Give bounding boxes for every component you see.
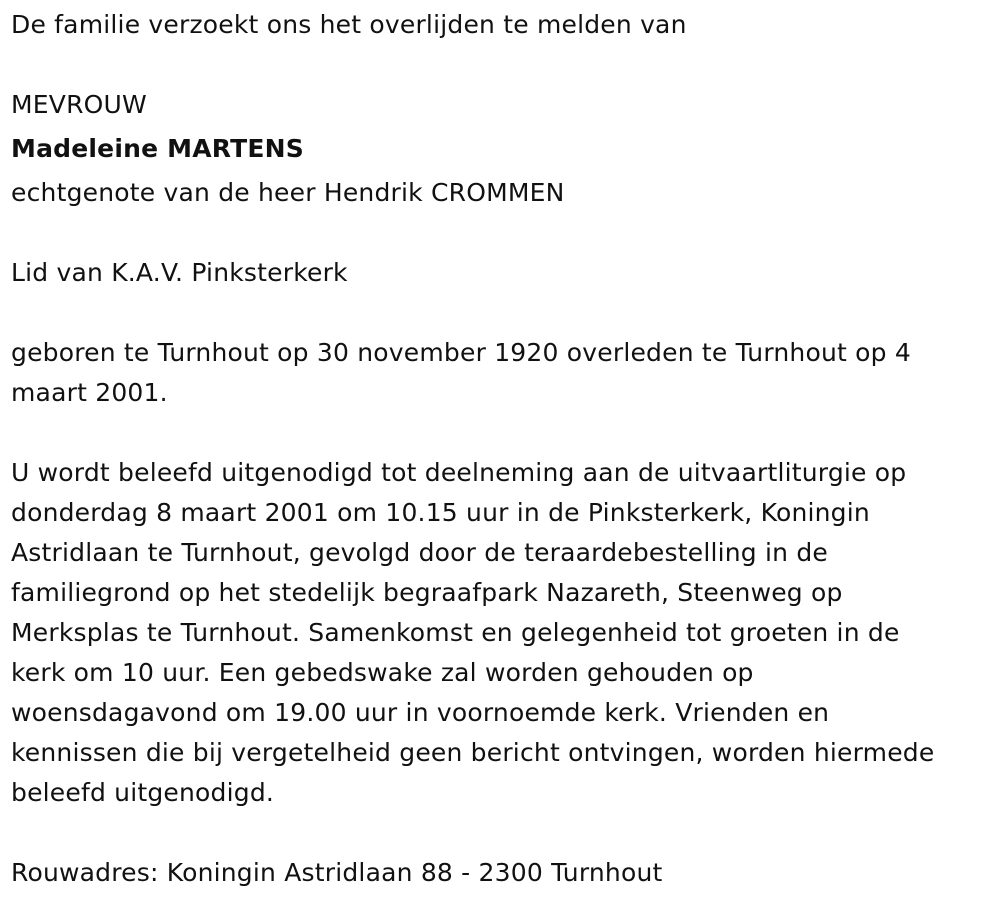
mourning-address: Rouwadres: Koningin Astridlaan 88 - 2300 Turnhout (11, 858, 663, 887)
birth-death-line-1: geboren te Turnhout op 30 november 1920 overleden te Turnhout op 4 (11, 338, 911, 367)
invitation-line: Astridlaan te Turnhout, gevolgd door de teraardebestelling in de (11, 538, 828, 567)
invitation-line: U wordt beleefd uitgenodigd tot deelneming aan de uitvaartliturgie op (11, 458, 907, 487)
spouse-line: echtgenote van de heer Hendrik CROMMEN (11, 178, 565, 207)
spacer (11, 413, 986, 453)
invitation-line: kennissen die bij vergetelheid geen bericht ontvingen, worden hiermede (11, 738, 935, 767)
membership-line: Lid van K.A.V. Pinksterkerk (11, 258, 348, 287)
invitation-line: kerk om 10 uur. Een gebedswake zal worden gehouden op (11, 658, 754, 687)
death-notice (11, 5, 986, 893)
invitation-line: familiegrond op het stedelijk begraafpark Nazareth, Steenweg op (11, 578, 843, 607)
invitation-paragraph (11, 453, 986, 813)
invitation-line: woensdagavond om 19.00 uur in voornoemde kerk. Vrienden en (11, 698, 830, 727)
salutation: MEVROUW (11, 90, 147, 119)
invitation-line: donderdag 8 maart 2001 om 10.15 uur in de Pinksterkerk, Koningin (11, 498, 870, 527)
birth-death-line-2: maart 2001. (11, 378, 168, 407)
deceased-name: Madeleine MARTENS (11, 134, 304, 163)
spacer (11, 293, 986, 333)
spacer (11, 45, 986, 85)
spacer (11, 813, 986, 853)
intro-text: De familie verzoekt ons het overlijden te melden van (11, 10, 687, 39)
invitation-line: Merksplas te Turnhout. Samenkomst en gelegenheid tot groeten in de (11, 618, 900, 647)
invitation-line: beleefd uitgenodigd. (11, 778, 275, 807)
spacer (11, 213, 986, 253)
